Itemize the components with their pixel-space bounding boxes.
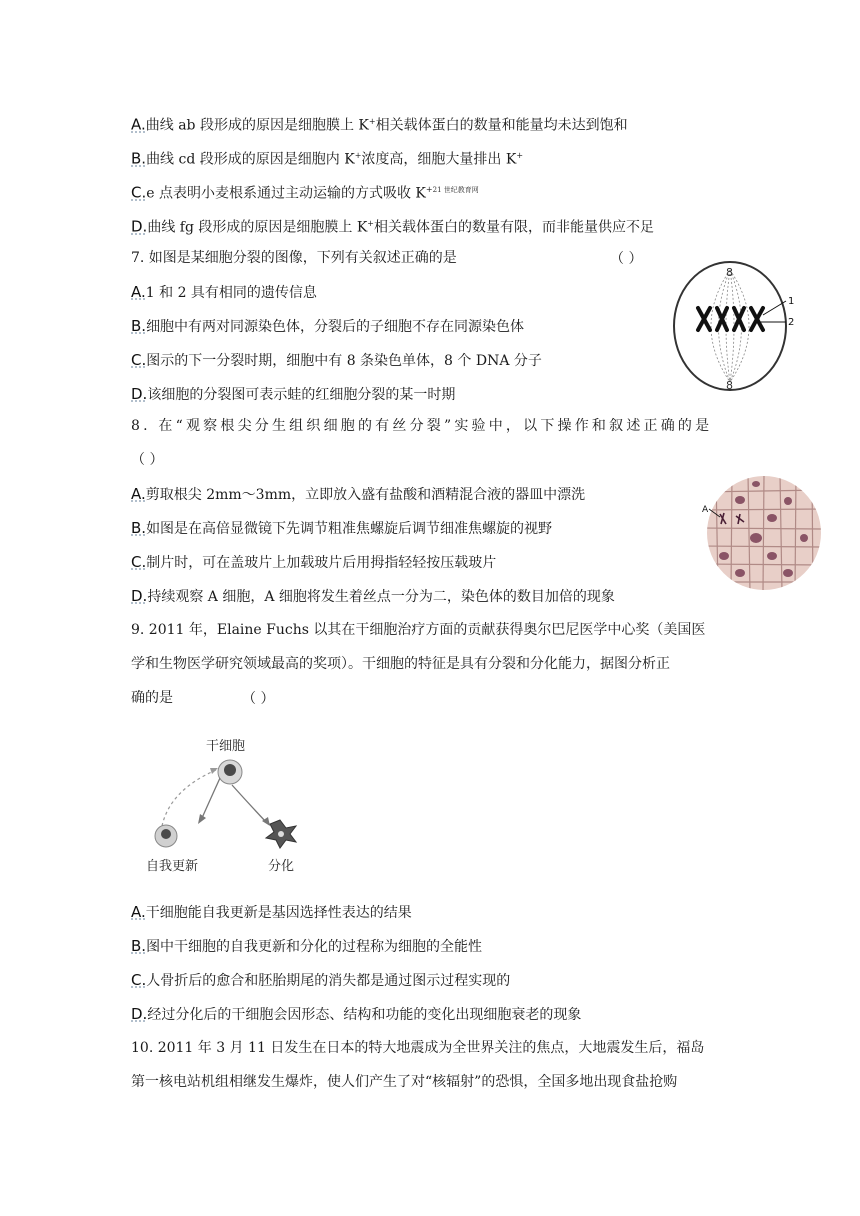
option-letter: B. <box>131 317 147 335</box>
q8-option-b <box>131 518 552 539</box>
option-letter: B. <box>131 149 147 168</box>
option-text: 曲线 cd 段形成的原因是细胞内 K <box>146 151 355 168</box>
label-self-renewal: 自我更新 <box>146 859 199 874</box>
q10-stem-line-1: 10. 2011 年 3 月 11 日发生在日本的特大地震成为全世界关注的焦点，大地震发生后，福岛 <box>131 1040 705 1056</box>
superscript: + <box>425 185 433 194</box>
cell-division-figure <box>672 258 807 398</box>
option-text: 曲线 ab 段形成的原因是细胞膜上 K <box>145 117 369 134</box>
option-text: 如图是在高倍显微镜下先调节粗准焦螺旋后调节细准焦螺旋的视野 <box>146 521 553 537</box>
option-letter: D. <box>131 385 148 403</box>
q6-option-c <box>131 180 479 204</box>
q9-answer-paren: （ ） <box>242 691 275 707</box>
option-text: 该细胞的分裂图可表示蛙的红细胞分裂的某一时期 <box>147 387 456 403</box>
option-text: 细胞中有两对同源染色体，分裂后的子细胞不存在同源染色体 <box>146 319 525 335</box>
option-letter: D. <box>131 217 148 236</box>
option-letter: A. <box>131 283 146 301</box>
option-letter: B. <box>131 519 147 537</box>
option-letter: C. <box>131 971 147 989</box>
option-text: 制片时，可在盖玻片上加载玻片后用拇指轻轻按压载玻片 <box>146 555 497 571</box>
option-letter: C. <box>131 183 147 202</box>
q6-option-a <box>131 112 628 136</box>
option-letter: A. <box>131 485 146 503</box>
q7-stem: 7. 如图是某细胞分裂的图像，下列有关叙述正确的是 <box>131 250 457 266</box>
option-text: 图示的下一分裂时期，细胞中有 8 条染色单体，8 个 DNA 分子 <box>146 353 542 369</box>
q10-stem-line-2: 第一核电站机组相继发生爆炸，使人们产生了对“核辐射”的恐惧，全国多地出现食盐抢购 <box>131 1074 678 1090</box>
option-letter: D. <box>131 587 148 605</box>
option-text: 图中干细胞的自我更新和分化的过程称为细胞的全能性 <box>146 939 483 955</box>
q7-option-d <box>131 384 455 405</box>
q9-option-b <box>131 936 482 957</box>
option-text-cont: 相关载体蛋白的数量和能量均未达到饱和 <box>375 117 628 134</box>
label-stem-cell: 干细胞 <box>206 739 246 754</box>
option-text: 曲线 fg 段形成的原因是细胞膜上 K <box>147 219 368 236</box>
micrograph-label-a: A <box>702 505 709 515</box>
option-text: 干细胞能自我更新是基因选择性表达的结果 <box>145 905 412 921</box>
option-letter: A. <box>131 903 146 921</box>
option-text: 1 和 2 具有相同的遗传信息 <box>145 285 317 301</box>
option-letter: A. <box>131 115 146 134</box>
q8-answer-paren: （ ） <box>131 452 164 468</box>
option-text-cont: 相关载体蛋白的数量有限，而非能量供应不足 <box>373 219 654 236</box>
q7-option-a <box>131 282 317 303</box>
option-text-cont: 浓度高，细胞大量排出 K <box>361 151 517 168</box>
option-letter: C. <box>131 553 147 571</box>
option-letter: B. <box>131 937 147 955</box>
figure-label-1: 1 <box>788 296 795 307</box>
option-letter: D. <box>131 1005 148 1023</box>
q8-stem: 8. 在“观察根尖分生组织细胞的有丝分裂”实验中，以下操作和叙述正确的是 <box>131 418 713 434</box>
superscript: + <box>367 219 374 228</box>
figure-label-2: 2 <box>788 317 795 328</box>
superscript: + <box>516 151 524 160</box>
q9-option-c <box>131 970 510 991</box>
superscript: + <box>368 117 376 126</box>
svg-text:8: 8 <box>726 266 733 279</box>
q9-stem-line-2: 学和生物医学研究领域最高的奖项）。干细胞的特征是具有分裂和分化能力，据图分析正 <box>131 656 670 672</box>
label-differentiation: 分化 <box>268 859 295 874</box>
q8-option-d <box>131 586 615 607</box>
option-text: 持续观察 A 细胞，A 细胞将发生着丝点一分为二，染色体的数目加倍的现象 <box>147 589 615 605</box>
superscript: + <box>354 151 362 160</box>
q9-stem-line-1: 9. 2011 年，Elaine Fuchs 以其在干细胞治疗方面的贡献获得奥尔巴尼医学中心奖（美国医 <box>131 622 706 638</box>
q6-option-d <box>131 214 654 238</box>
option-text: e 点表明小麦根系通过主动运输的方式吸收 K <box>146 185 426 202</box>
svg-text:8: 8 <box>726 379 733 392</box>
watermark-text: 21 世纪教育网 <box>432 186 479 194</box>
q9-option-d <box>131 1004 581 1025</box>
option-text: 剪取根尖 2mm～3mm，立即放入盛有盐酸和酒精混合液的器皿中漂洗 <box>145 487 586 503</box>
q8-option-c <box>131 552 496 573</box>
q6-option-b <box>131 146 523 170</box>
q9-stem-line-3: 确的是 <box>131 690 173 706</box>
q7-option-b <box>131 316 524 337</box>
option-letter: C. <box>131 351 147 369</box>
option-text: 人骨折后的愈合和胚胎期尾的消失都是通过图示过程实现的 <box>146 973 511 989</box>
root-tip-micrograph <box>700 474 822 592</box>
q7-answer-paren: （ ） <box>610 251 643 267</box>
q8-option-a <box>131 484 585 505</box>
stem-cell-diagram <box>140 730 320 878</box>
option-text: 经过分化后的干细胞会因形态、结构和功能的变化出现细胞衰老的现象 <box>147 1007 582 1023</box>
q7-option-c <box>131 350 542 371</box>
q9-option-a <box>131 902 412 923</box>
